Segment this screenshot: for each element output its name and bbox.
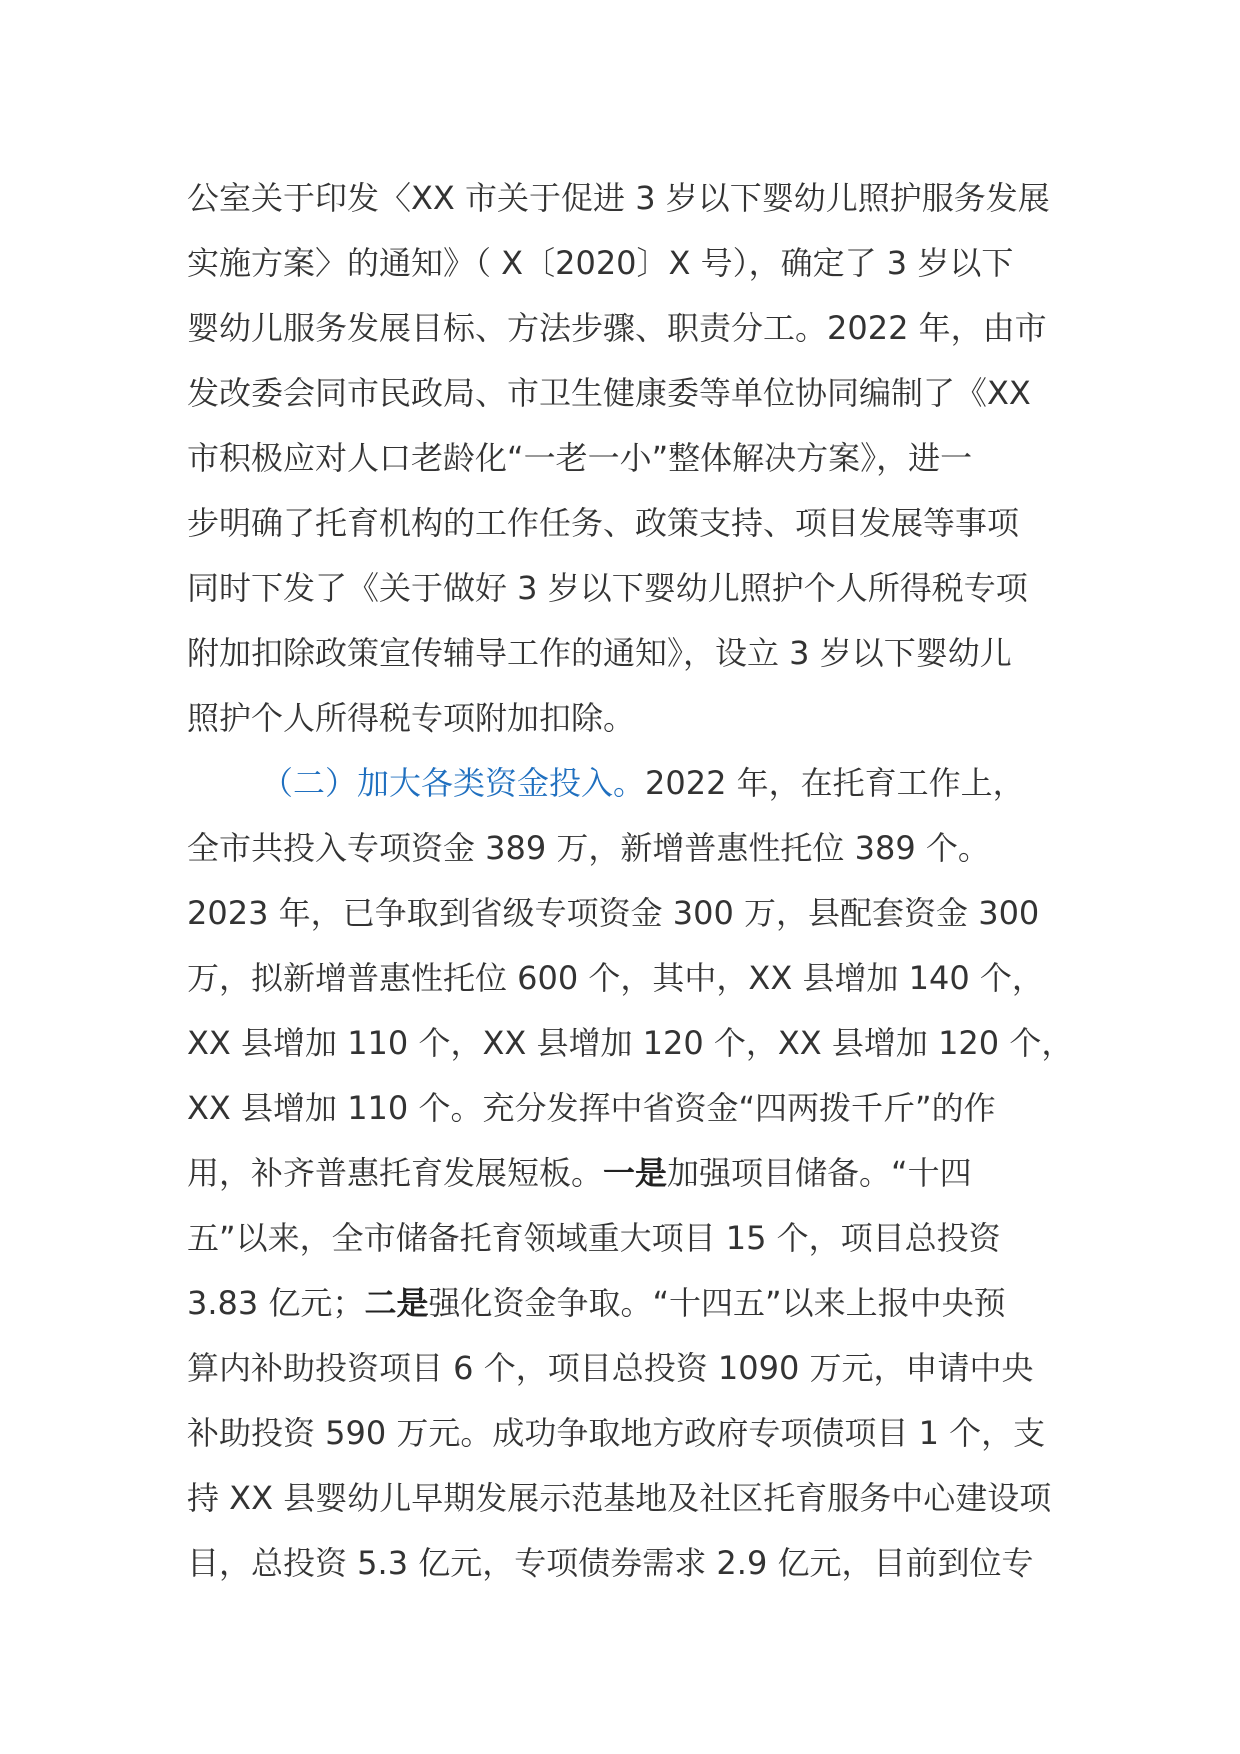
paragraph-line: XX 县增加 110 个，XX 县增加 120 个，XX 县增加 120 个， (187, 1024, 1074, 1062)
paragraph-line: 照护个人所得税专项附加扣除。 (187, 699, 636, 737)
section-heading-line (187, 751, 1087, 816)
paragraph-line: 公室关于印发〈XX 市关于促进 3 岁以下婴幼儿照护服务发展 (187, 179, 1050, 217)
bold-keyword: 一是 (603, 1154, 668, 1192)
paragraph-line: 五”以来，全市储备托育领域重大项目 15 个，项目总投资 (187, 1219, 1001, 1257)
paragraph-line: 全市共投入专项资金 389 万，新增普惠性托位 389 个。 (187, 829, 990, 867)
paragraph-line: 附加扣除政策宣传辅导工作的通知》，设立 3 岁以下婴幼儿 (187, 634, 1012, 672)
paragraph-line: 发改委会同市民政局、市卫生健康委等单位协同编制了《XX (187, 374, 1031, 412)
paragraph-line: 算内补助投资项目 6 个，项目总投资 1090 万元，申请中央 (187, 1349, 1034, 1387)
paragraph-line: XX 县增加 110 个。充分发挥中省资金“四两拨千斤”的作 (187, 1089, 996, 1127)
paragraph-line: 目，总投资 5.3 亿元，专项债券需求 2.9 亿元，目前到位专 (187, 1544, 1034, 1582)
text-run: 强化资金争取。“十四五”以来上报中央预 (428, 1284, 1006, 1322)
paragraph-line (187, 1271, 1087, 1336)
section-heading-rest: 2022 年，在托育工作上， (645, 764, 1025, 802)
text-run: 用，补齐普惠托育发展短板。 (187, 1154, 604, 1192)
paragraph-line: 补助投资 590 万元。成功争取地方政府专项债项目 1 个，支 (187, 1414, 1046, 1452)
text-run: 3.83 亿元； (187, 1284, 365, 1322)
paragraph-line (187, 1141, 1087, 1206)
paragraph-line: 同时下发了《关于做好 3 岁以下婴幼儿照护个人所得税专项 (187, 569, 1028, 607)
paragraph-line: 实施方案〉的通知》（ X〔2020〕X 号），确定了 3 岁以下 (187, 244, 1014, 282)
section-heading: （二）加大各类资金投入。 (261, 764, 646, 802)
body-text (187, 166, 1087, 1596)
paragraph-line: 持 XX 县婴幼儿早期发展示范基地及社区托育服务中心建设项 (187, 1479, 1052, 1517)
paragraph-line: 步明确了托育机构的工作任务、政策支持、项目发展等事项 (187, 504, 1020, 542)
paragraph-line: 万，拟新增普惠性托位 600 个，其中，XX 县增加 140 个， (187, 959, 1044, 997)
paragraph-line: 婴幼儿服务发展目标、方法步骤、职责分工。2022 年，由市 (187, 309, 1047, 347)
text-run: 加强项目储备。“十四 (667, 1154, 972, 1192)
paragraph-line: 市积极应对人口老龄化“一老一小”整体解决方案》，进一 (187, 439, 973, 477)
paragraph-line: 2023 年，已争取到省级专项资金 300 万，县配套资金 300 (187, 894, 1040, 932)
bold-keyword: 二是 (364, 1284, 429, 1322)
